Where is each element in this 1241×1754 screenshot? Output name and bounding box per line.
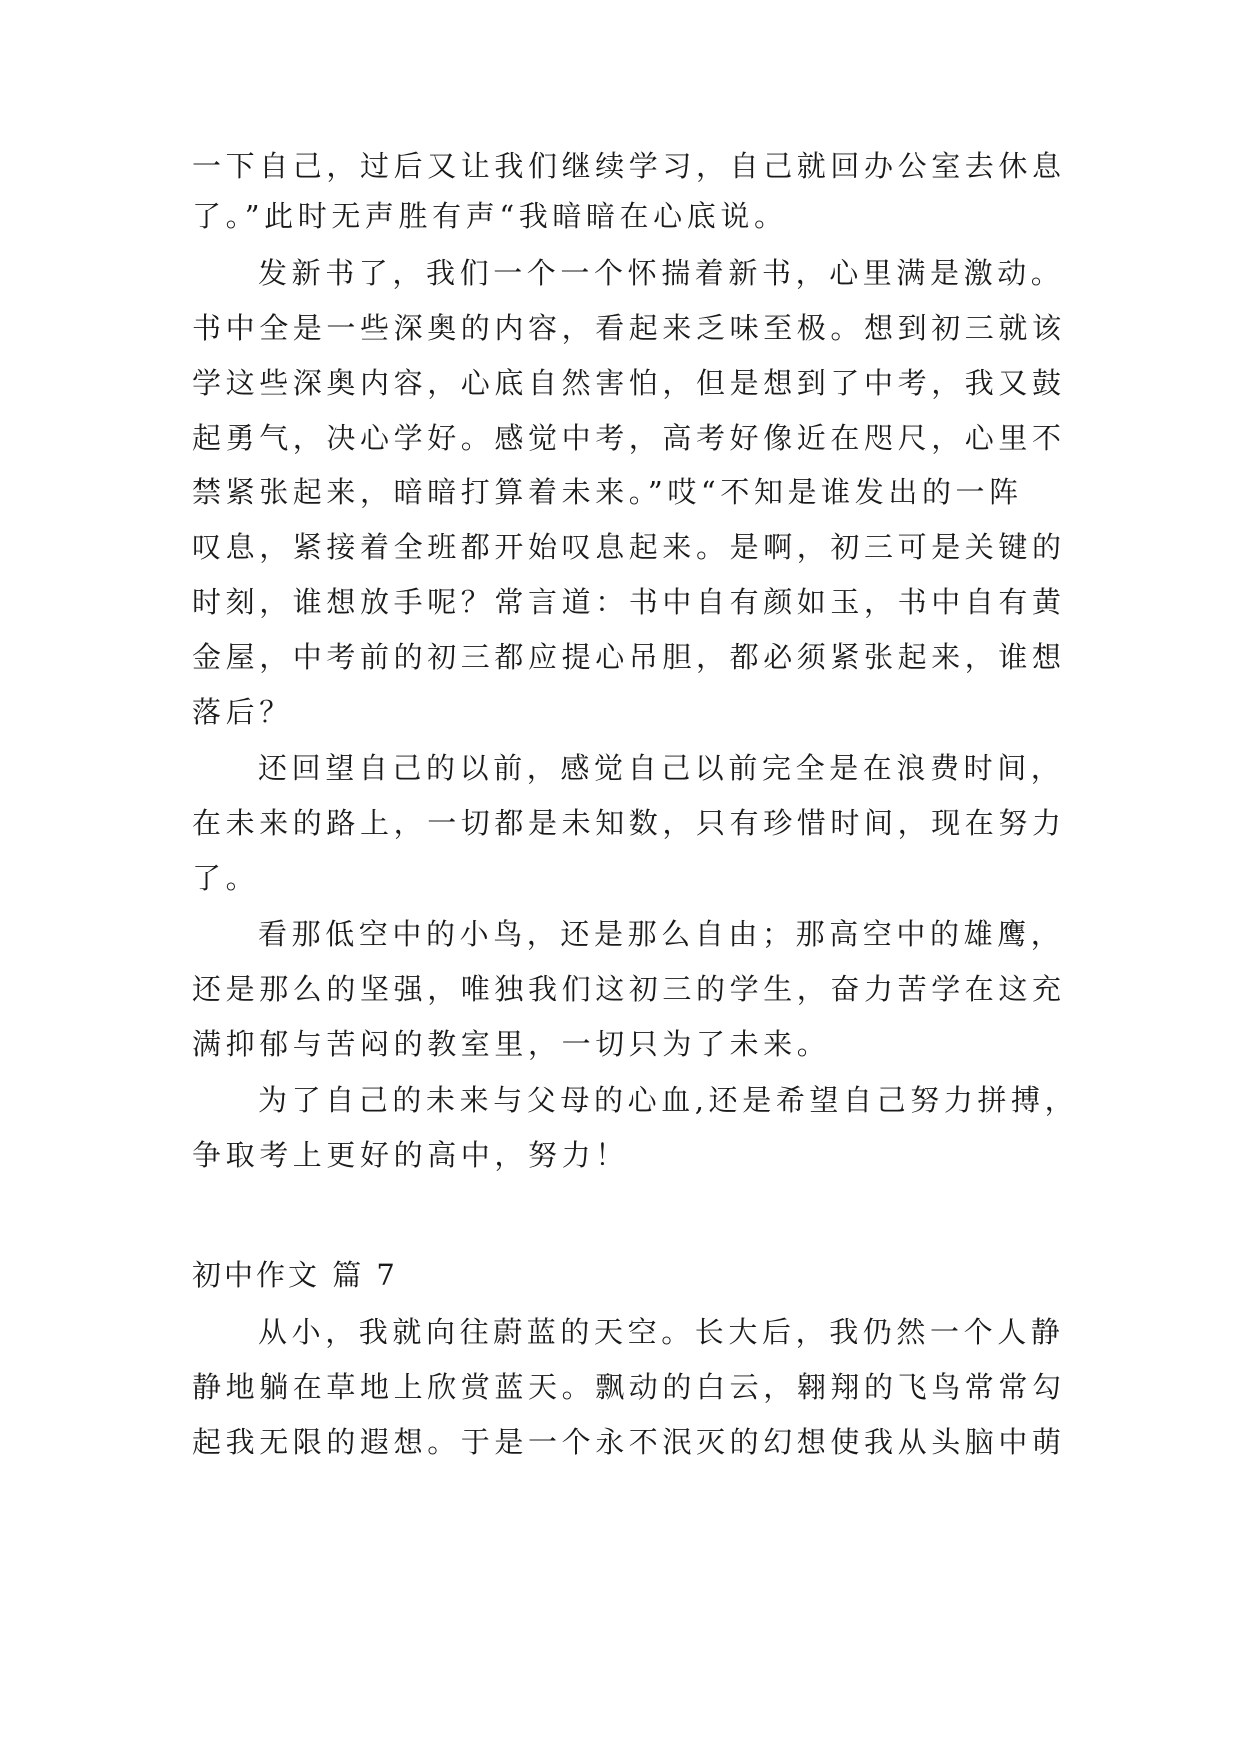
text-line: 叹息，紧接着全班都开始叹息起来。是啊，初三可是关键的	[192, 530, 1066, 564]
paragraph-start-line: 从小，我就向往蔚蓝的天空。长大后，我仍然一个人静	[258, 1315, 1065, 1349]
text-line: 了。	[192, 861, 260, 895]
paragraph-start-line: 看那低空中的小鸟，还是那么自由；那高空中的雄鹰，	[258, 917, 1065, 951]
text-line: 起勇气，决心学好。感觉中考，高考好像近在咫尺，心里不	[192, 421, 1066, 455]
paragraph-start-line: 发新书了，我们一个一个怀揣着新书，心里满是激动。	[258, 256, 1065, 290]
text-line: 了。”此时无声胜有声“我暗暗在心底说。	[192, 199, 788, 233]
paragraph-start-line: 还回望自己的以前，感觉自己以前完全是在浪费时间，	[258, 751, 1065, 785]
text-line: 禁紧张起来，暗暗打算着未来。”哎“不知是谁发出的一阵	[192, 475, 1023, 509]
text-line: 争取考上更好的高中，努力！	[192, 1138, 629, 1172]
text-line: 一下自己，过后又让我们继续学习，自己就回办公室去休息	[192, 149, 1066, 183]
text-line: 书中全是一些深奥的内容，看起来乏味至极。想到初三就该	[192, 311, 1066, 345]
paragraph-start-line: 为了自己的未来与父母的心血,还是希望自己努力拼搏，	[258, 1083, 1079, 1117]
text-line: 静地躺在草地上欣赏蓝天。飘动的白云，翱翔的飞鸟常常勾	[192, 1370, 1066, 1404]
text-line: 学这些深奥内容，心底自然害怕，但是想到了中考，我又鼓	[192, 366, 1066, 400]
text-line: 在未来的路上，一切都是未知数，只有珍惜时间，现在努力	[192, 806, 1066, 840]
section-heading: 初中作文 篇 7	[192, 1258, 398, 1292]
text-line: 金屋，中考前的初三都应提心吊胆，都必须紧张起来，谁想	[192, 640, 1066, 674]
text-line: 满抑郁与苦闷的教室里，一切只为了未来。	[192, 1027, 831, 1061]
text-line: 落后？	[192, 695, 293, 729]
text-line: 还是那么的坚强，唯独我们这初三的学生，奋力苦学在这充	[192, 972, 1066, 1006]
text-line: 起我无限的遐想。于是一个永不泯灭的幻想使我从头脑中萌	[192, 1425, 1066, 1459]
text-line: 时刻，谁想放手呢？常言道：书中自有颜如玉，书中自有黄	[192, 585, 1066, 619]
